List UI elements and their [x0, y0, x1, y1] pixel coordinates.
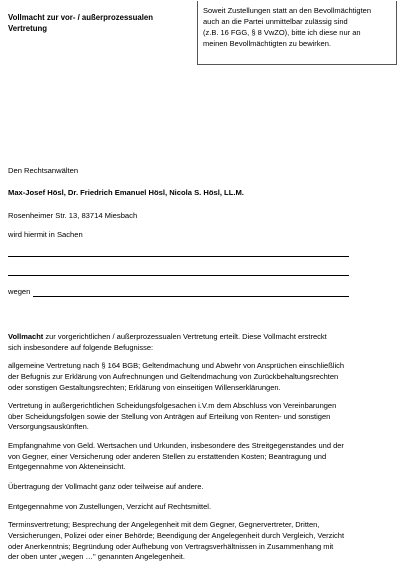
paragraph-line: oder Anerkenntnis; Begründung oder Aufhebung von Vertragsverhältnissen in Zusammenhang mit — [8, 541, 334, 551]
notice-line-3: (z.B. 16 FGG, § 8 VwZO), bitte ich diese nur an — [203, 27, 361, 37]
intro-line-2: sich insbesondere auf folgende Befugnisse: — [8, 342, 154, 352]
paragraph-line: Übertragung der Vollmacht ganz oder teilweise auf andere. — [8, 482, 204, 492]
notice-line-1: Soweit Zustellungen statt an den Bevollmächtigten — [203, 6, 372, 15]
authority-text — [8, 324, 412, 571]
party-blank-line-2[interactable] — [8, 275, 349, 276]
paragraph-line: Vertretung in außergerichtlichen Scheidungsfolgesachen i.V.m dem Abschluss von Vereinbarungen — [8, 401, 337, 411]
party-blank-line-1[interactable] — [8, 256, 349, 257]
wegen-blank-line[interactable] — [33, 296, 349, 297]
paragraph-line: von Gegner, einer Versicherung oder anderen Stellen zu erstattenden Kosten; Beantragung und — [8, 451, 327, 461]
paragraph-line: allgemeine Vertretung nach § 164 BGB; Geltendmachung und Abwehr von Ansprüchen einschließlich — [8, 361, 345, 371]
notice-line-2: auch an die Partei unmittelbar zulässig sind — [203, 16, 348, 26]
paragraph-line: Empfangnahme von Geld. Wertsachen und Urkunden, insbesondere des Streitgegenstandes und der — [8, 441, 344, 451]
recipient-salutation: Den Rechtsanwälten — [8, 166, 79, 175]
paragraph-line: der Befugnis zur Erklärung von Aufrechnungen und Geltendmachung von Zurückbehaltungsrechten — [8, 371, 339, 381]
title-line-2: Vertretung — [8, 24, 47, 34]
paragraph-line: Terminsvertretung; Besprechung der Angelegenheit mit dem Gegner, Gegnervertreter, Dritten, — [8, 520, 320, 530]
wegen-label: wegen — [8, 287, 31, 296]
paragraph-line: Versorgungsauskünften. — [8, 422, 89, 432]
intro-bold-word: Vollmacht — [8, 332, 44, 341]
paragraph-line: Versicherungen, Polizei oder einer Behörde; Beendigung der Angelegenheit durch Vergleich, Verzicht — [8, 530, 345, 540]
recipient-names: Max-Josef Hösl, Dr. Friedrich Emanuel Hösl, Nicola S. Hösl, LL.M. — [8, 188, 244, 197]
intro-text: zur vorgerichtlichen / außerprozessualen Vertretung erteilt. Diese Vollmacht erstreckt — [43, 332, 327, 341]
recipient-address: Rosenheimer Str. 13, 83714 Miesbach — [8, 211, 138, 220]
empowered-text: wird hiermit in Sachen — [8, 230, 83, 239]
paragraph-line: oder sonstigen Gestaltungsrechten; Erklärung von einseitigen Willenserklärungen. — [8, 382, 281, 392]
paragraph-line: Entgegennahme von Zustellungen, Verzicht auf Rechtsmittel. — [8, 501, 212, 511]
paragraph-line: über Scheidungsfolgen sowie der Stellung von Anträgen auf Erteilung von Renten- und sonstigen — [8, 411, 331, 421]
paragraph-line: der oben unter „wegen …" genannten Angelegenheit. — [8, 552, 185, 562]
service-notice-box — [197, 1, 397, 65]
paragraph-line: Entgegennahme von Akteneinsicht. — [8, 462, 126, 472]
document-title — [8, 12, 188, 35]
notice-line-4: meinen Bevollmächtigten zu bewirken. — [203, 38, 331, 48]
title-line-1: Vollmacht zur vor- / außerprozessualen — [8, 13, 153, 22]
